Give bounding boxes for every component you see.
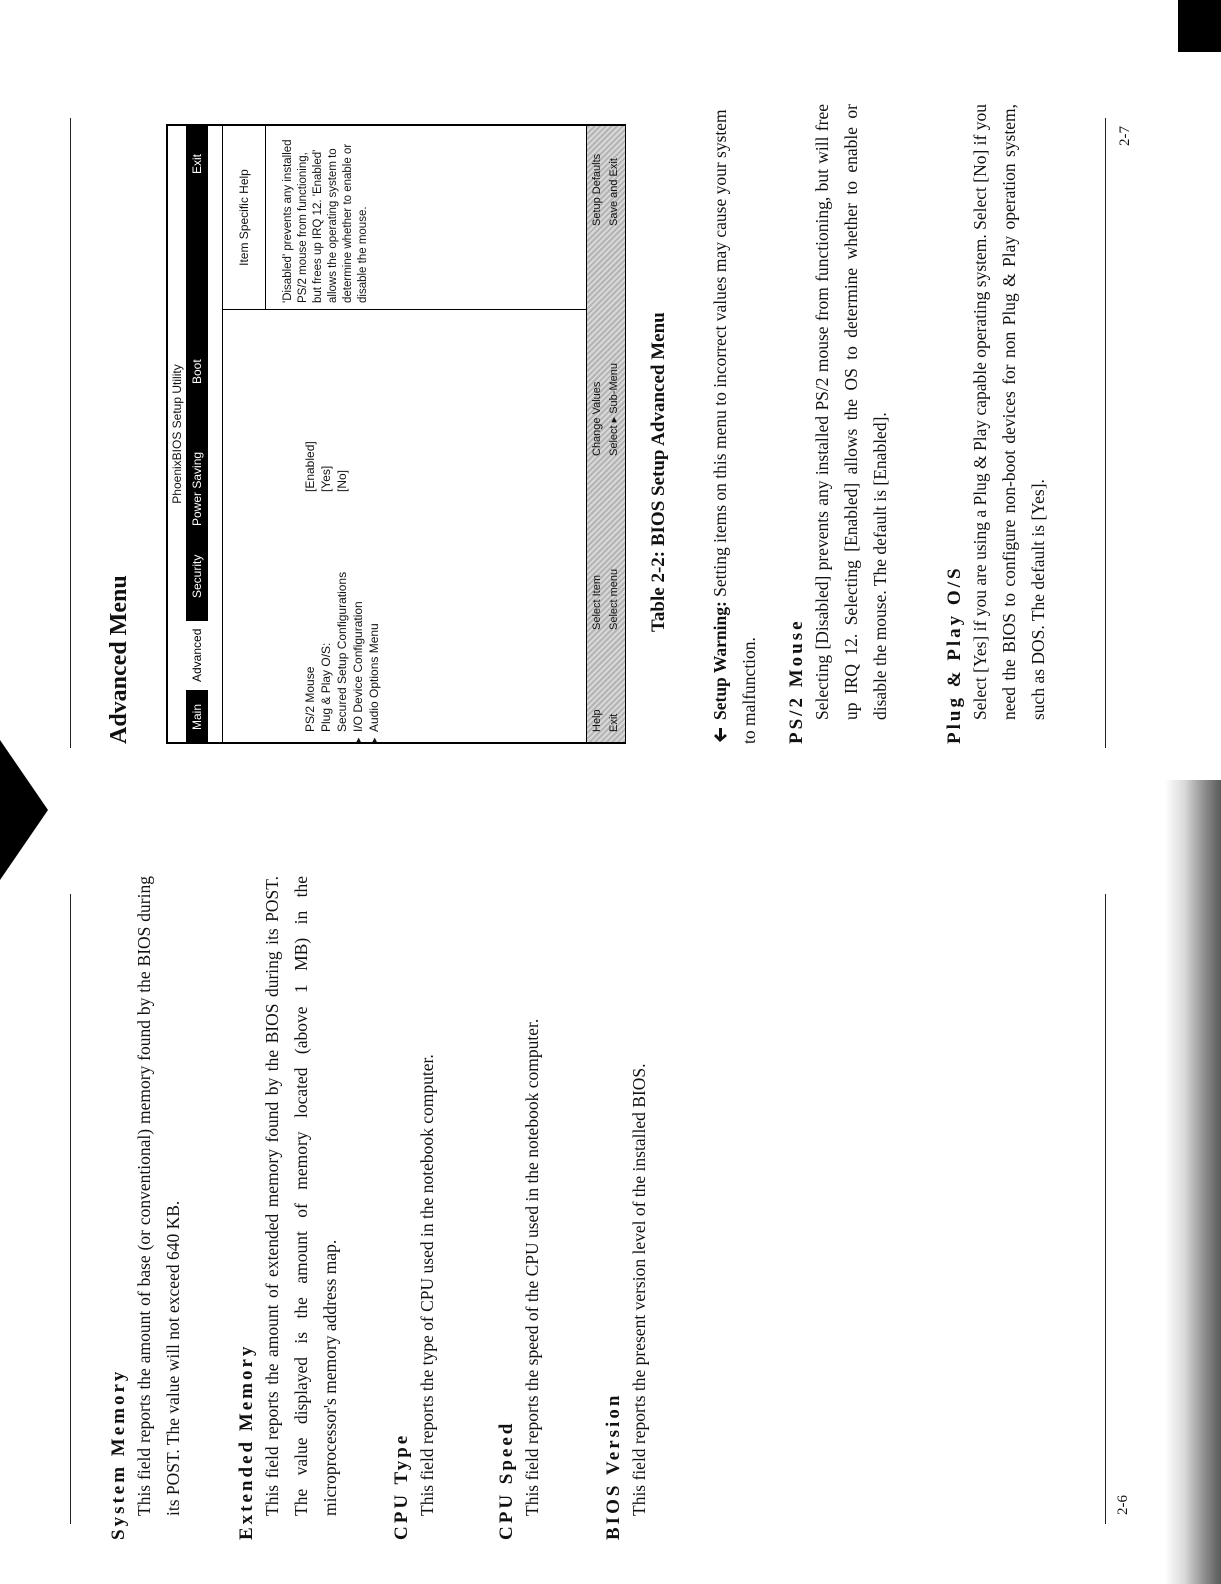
- right-page-number: 2-7: [1117, 126, 1133, 146]
- bios-spacer-row: [208, 126, 223, 742]
- bios-item-ps2-mouse[interactable]: [303, 441, 317, 732]
- menu-boot[interactable]: Boot: [190, 359, 204, 384]
- bios-screen: [166, 124, 626, 744]
- bios-item-pnp-os[interactable]: [319, 465, 333, 732]
- section-heading: CPU Type: [391, 1432, 412, 1540]
- page-edge-shadow: [1165, 780, 1221, 1584]
- bios-help-pane: [223, 126, 586, 309]
- page-tab-mark: [1178, 0, 1221, 52]
- footer-key-exit: Exit: [608, 713, 620, 732]
- left-page-footer-rule: [1105, 894, 1106, 1524]
- footer-key-help: Help: [591, 709, 603, 732]
- bios-item-value: [Yes]: [319, 465, 333, 492]
- footer-key-select-item: Select Item: [591, 574, 603, 630]
- bios-item-audio-options[interactable]: [367, 623, 381, 742]
- help-text: 'Disabled' prevents any installed PS/2 mouse from functioning, but frees up IRQ 12. 'Enabled' allows the operating system to determine whether to enable or disable the mouse.: [282, 139, 369, 303]
- bios-item-label: Plug & Play O/S:: [319, 642, 333, 732]
- footer-key-change-values: Change Values: [591, 381, 603, 456]
- section-body: This field reports the speed of the CPU used in the notebook computer.: [522, 1018, 542, 1516]
- bios-item-label: I/O Device Configuration: [351, 601, 365, 732]
- menu-main[interactable]: Main: [190, 703, 204, 730]
- submenu-arrow-icon: ▸: [353, 737, 363, 742]
- bios-title: PhoenixBIOS Setup Utility: [168, 126, 187, 742]
- help-title: Item Specific Help: [223, 126, 266, 309]
- plug-and-play-block: [944, 104, 1053, 744]
- cpu-speed-block: [496, 860, 547, 1540]
- table-caption: Table 2-2: BIOS Setup Advanced Menu: [648, 312, 669, 632]
- section-body: Selecting [Disabled] prevents any installed PS/2 mouse from functioning, but will free up IRQ 12. Selecting [Enabled] allows the OS to determine whether to enable or disable the mouse. The default is [Enabled].: [812, 104, 890, 720]
- warning-text: Setting items on this menu to incorrect values may cause your system to malfunction.: [710, 109, 759, 744]
- extended-memory-block: [236, 860, 345, 1540]
- section-body: This field reports the present version level of the installed BIOS.: [629, 1063, 649, 1516]
- left-page-number: 2-6: [1115, 1495, 1131, 1515]
- warning-label: Setup Warning:: [710, 601, 730, 720]
- section-heading: Plug & Play O/S: [944, 565, 965, 744]
- setup-warning: [706, 104, 764, 744]
- ps2-mouse-block: [786, 104, 895, 744]
- binding-shadow: [0, 740, 48, 880]
- section-heading: Extended Memory: [236, 1343, 257, 1540]
- bios-item-secured-setup[interactable]: [335, 469, 349, 732]
- menu-exit[interactable]: Exit: [190, 153, 204, 174]
- footer-key-sub-menu: Select ▸ Sub-Menu: [608, 363, 620, 456]
- left-page-outer-rule: [70, 894, 71, 1524]
- warning-hand-icon: [709, 726, 727, 744]
- footer-key-setup-defaults: Setup Defaults: [591, 153, 603, 226]
- bios-item-value: [No]: [335, 469, 349, 492]
- bios-item-io-device[interactable]: [351, 601, 365, 742]
- right-page-outer-rule: [70, 118, 71, 748]
- section-heading: System Memory: [108, 1368, 129, 1540]
- bios-menubar: [186, 126, 208, 742]
- section-body: This field reports the amount of base (or conventional) memory found by the BIOS during its POST. The value will not exceed 640 KB.: [134, 876, 183, 1516]
- menu-security[interactable]: Security: [190, 554, 204, 598]
- submenu-arrow-icon: ▸: [369, 737, 379, 742]
- bios-item-value: [Enabled]: [303, 441, 317, 492]
- section-body: This field reports the amount of extended memory found by the BIOS during its POST. The value displayed is the amount of memory located (above 1 MB) in the microprocessor's memory address map.: [262, 876, 340, 1516]
- section-heading: CPU Speed: [496, 1420, 517, 1540]
- footer-key-select-menu: Select menu: [608, 568, 620, 630]
- bios-settings-pane: [223, 309, 586, 742]
- menu-power-saving[interactable]: Power Saving: [190, 451, 204, 526]
- right-page-footer-rule: [1105, 118, 1106, 748]
- section-heading: BIOS Version: [603, 1392, 624, 1540]
- bios-item-label: Secured Setup Configurations: [335, 571, 349, 732]
- bios-item-label: Audio Options Menu: [367, 623, 381, 732]
- bios-footer: [586, 126, 625, 742]
- bios-version-block: [603, 860, 654, 1540]
- system-memory-block: [108, 860, 188, 1540]
- section-body: Select [Yes] if you are using a Plug & Play capable operating system. Select [No] if you need the BIOS to configure non-boot devices for non Plug & Play operation system, such as DOS. The default is [Yes].: [970, 104, 1048, 720]
- bios-item-label: PS/2 Mouse: [303, 666, 317, 732]
- bios-body: [223, 126, 586, 742]
- menu-advanced[interactable]: Advanced: [186, 621, 208, 690]
- page-title: Advanced Menu: [106, 575, 132, 744]
- cpu-type-block: [391, 860, 442, 1540]
- section-body: This field reports the type of CPU used in the notebook computer.: [417, 1054, 437, 1516]
- footer-key-save-exit: Save and Exit: [608, 158, 620, 226]
- section-heading: PS/2 Mouse: [786, 618, 807, 744]
